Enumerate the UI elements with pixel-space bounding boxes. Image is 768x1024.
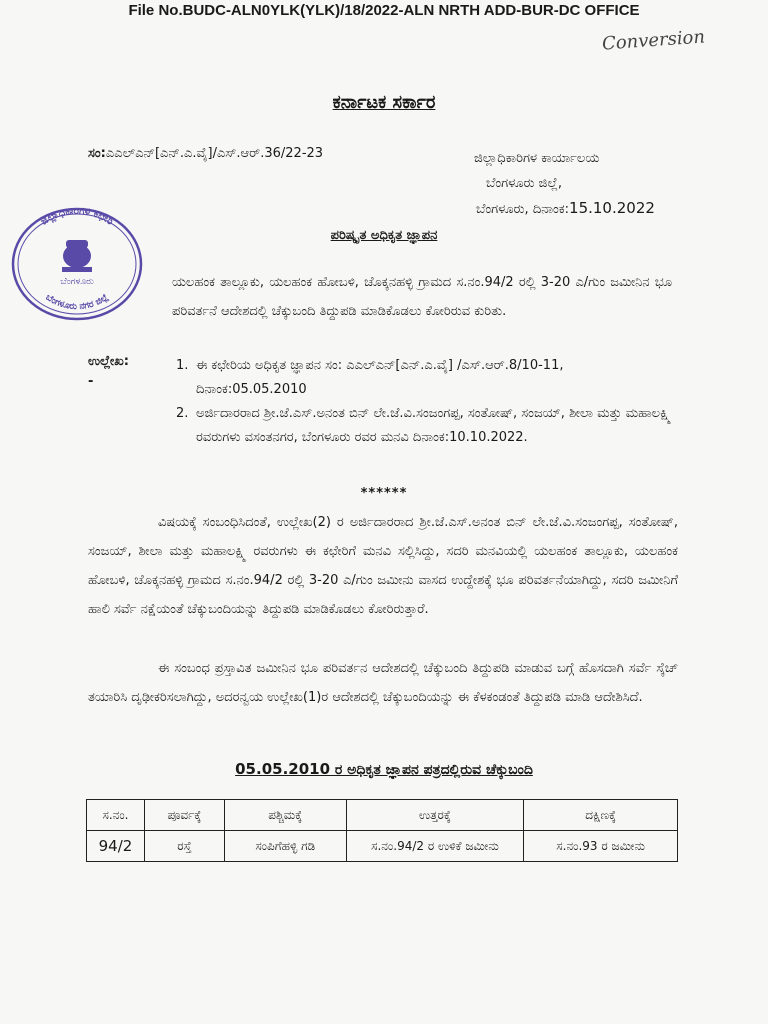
table-heading-date: 05.05.2010 xyxy=(235,760,331,778)
office-address xyxy=(474,146,655,222)
column-header: ಸ.ನಂ. xyxy=(87,800,145,831)
issue-date: 15.10.2022 xyxy=(569,199,655,217)
place-date-label: ಬೆಂಗಳೂರು, ದಿನಾಂಕ: xyxy=(476,202,570,217)
boundary-table xyxy=(86,799,678,862)
references-label: ಉಲ್ಲೇಖ: xyxy=(88,354,129,369)
table-cell: 94/2 xyxy=(87,831,145,862)
seal-bottom-text: ಬೆಂಗಳೂರು ನಗರ ಜಿಲ್ಲೆ xyxy=(43,292,111,313)
table-header-row xyxy=(87,800,678,831)
column-header: ಉತ್ತರಕ್ಕೆ xyxy=(346,800,524,831)
seal-top-text: ಜಿಲ್ಲಾಧಿಕಾರಿಗಳ ಕಛೇರಿ xyxy=(39,205,115,228)
reference-label: ಸಂ: xyxy=(88,146,106,161)
reference-value: ಎಎಲ್‌ಎನ್[ಎನ್.ಎ.ವೈ]/ಎಸ್.ಆರ್.36/22-23 xyxy=(105,146,324,161)
separator-stars: ****** xyxy=(360,486,408,501)
table-cell: ಸ.ನಂ.93 ರ ಜಮೀನು xyxy=(524,831,678,862)
table-row xyxy=(87,831,678,862)
file-number: File No.BUDC-ALN0YLK(YLK)/18/2022-ALN NRTH ADD-BUR-DC OFFICE xyxy=(128,2,640,19)
reference-number-1: 1. xyxy=(176,358,189,373)
references-dash: - xyxy=(88,374,94,389)
reference-item xyxy=(176,354,676,402)
table-cell: ಸ.ನಂ.94/2 ರ ಉಳಿಕೆ ಜಮೀನು xyxy=(346,831,524,862)
memo-heading: ಪರಿಷ್ಕೃತ ಅಧಿಕೃತ ಜ್ಞಾಪನ xyxy=(330,228,438,243)
place-date xyxy=(474,196,655,222)
table-heading xyxy=(0,760,768,778)
office-seal xyxy=(8,204,146,322)
office-line-1: ಜಿಲ್ಲಾಧಿಕಾರಿಗಳ ಕಾರ್ಯಾಲಯ xyxy=(474,151,600,166)
reference-number xyxy=(88,146,323,161)
column-header: ದಕ್ಷಿಣಕ್ಕೆ xyxy=(524,800,678,831)
reference-item xyxy=(176,402,676,450)
body-paragraph-2: ಈ ಸಂಬಂಧ ಪ್ರಸ್ತಾವಿತ ಜಮೀನಿನ ಭೂ ಪರಿವರ್ತನ ಆದೇಶದಲ್ಲಿ ಚೆಕ್ಕುಬಂದಿ ತಿದ್ದುಪಡಿ ಮಾಡುವ ಬಗ್ಗೆ ಹೊಸದಾಗಿ ಸರ್ವೆ ಸ್ಕೆಚ್ ತಯಾರಿಸಿ ದೃಢೀಕರಿಸಲಾಗಿದ್ದು, ಅದರನ್ವಯ ಉಲ್ಲೇಖ(1)ರ ಆದೇಶದಲ್ಲಿ ಚೆಕ್ಕುಬಂದಿಯನ್ನು ಈ ಕೆಳಕಂಡಂತೆ ತಿದ್ದುಪಡಿ ಮಾಡಿ ಆದೇಶಿಸಿದೆ. xyxy=(88,661,678,705)
table-cell: ರಸ್ತೆ xyxy=(144,831,224,862)
subject-text: ಯಲಹಂಕ ತಾಲ್ಲೂಕು, ಯಲಹಂಕ ಹೋಬಳಿ, ಚೊಕ್ಕನಹಳ್ಳಿ ಗ್ರಾಮದ ಸ.ನಂ.94/2 ರಲ್ಲಿ 3-20 ಎ/ಗುಂ ಜಮೀನಿನ ಭೂ ಪರಿವರ್ತನೆ ಆದೇಶದಲ್ಲಿ ಚೆಕ್ಕುಬಂದಿ ತಿದ್ದುಪಡಿ ಮಾಡಿಕೊಡಲು ಕೋರಿರುವ ಕುರಿತು. xyxy=(172,275,672,319)
office-line-2: ಬೆಂಗಳೂರು ಜಿಲ್ಲೆ, xyxy=(486,176,563,191)
reference-number-2: 2. xyxy=(176,406,189,421)
handwritten-note: Conversion xyxy=(601,26,706,55)
seal-center-text: ಬೆಂಗಳೂರು xyxy=(60,277,94,287)
reference-text-1: ಈ ಕಛೇರಿಯ ಅಧಿಕೃತ ಜ್ಞಾಪನ ಸಂ: ಎಎಲ್‌ಎನ್[ಎನ್.ಎ.ವೈ] /ಎಸ್.ಆರ್.8/10-11, ದಿನಾಂಕ:05.05.2010 xyxy=(196,358,564,397)
table-cell: ಸಂಪಿಗೆಹಳ್ಳಿ ಗಡಿ xyxy=(224,831,346,862)
body-paragraph-1: ವಿಷಯಕ್ಕೆ ಸಂಬಂಧಿಸಿದಂತೆ, ಉಲ್ಲೇಖ(2) ರ ಅರ್ಜಿದಾರರಾದ ಶ್ರೀ.ಜೆ.ಎಸ್.ಅನಂತ ಬಿನ್ ಲೇ.ಜೆ.ವಿ.ಸಂಜಂಗಪ್ಪ, ಸಂತೋಷ್, ಸಂಜಯ್, ಶೀಲಾ ಮತ್ತು ಮಹಾಲಕ್ಷ್ಮಿ ರವರುಗಳು ಈ ಕಛೇರಿಗೆ ಮನವಿ ಸಲ್ಲಿಸಿದ್ದು, ಸದರಿ ಮನವಿಯಲ್ಲಿ ಯಲಹಂಕ ತಾಲ್ಲೂಕು, ಯಲಹಂಕ ಹೋಬಳಿ, ಚೊಕ್ಕನಹಳ್ಳಿ ಗ್ರಾಮದ ಸ.ನಂ.94/2 ರಲ್ಲಿ 3-20 ಎ/ಗುಂ ಜಮೀನು ವಾಸದ ಉದ್ದೇಶಕ್ಕೆ ಭೂ ಪರಿವರ್ತನೆಯಾಗಿದ್ದು, ಸದರಿ ಜಮೀನಿಗೆ ಹಾಲಿ ಸರ್ವೆ ನಕ್ಷೆಯಂತೆ ಚೆಕ್ಕುಬಂದಿಯನ್ನು ತಿದ್ದುಪಡಿ ಮಾಡಿಕೊಡಲು ಕೋರಿರುತ್ತಾರೆ. xyxy=(88,515,678,617)
column-header: ಪಶ್ಚಿಮಕ್ಕೆ xyxy=(224,800,346,831)
column-header: ಪೂರ್ವಕ್ಕೆ xyxy=(144,800,224,831)
emblem-icon xyxy=(62,240,92,272)
table-heading-text: ರ ಅಧಿಕೃತ ಜ್ಞಾಪನ ಪತ್ರದಲ್ಲಿರುವ ಚೆಕ್ಕುಬಂದಿ xyxy=(330,762,533,778)
references-list xyxy=(176,354,676,450)
government-title: ಕರ್ನಾಟಕ ಸರ್ಕಾರ xyxy=(332,92,436,113)
reference-text-2: ಅರ್ಜಿದಾರರಾದ ಶ್ರೀ.ಜೆ.ಎಸ್.ಅನಂತ ಬಿನ್ ಲೇ.ಜೆ.ವಿ.ಸಂಜಂಗಪ್ಪ, ಸಂತೋಷ್, ಸಂಜಯ್, ಶೀಲಾ ಮತ್ತು ಮಹಾಲಕ್ಷ್ಮಿ ರವರುಗಳು ವಸಂತನಗರ, ಬೆಂಗಳೂರು ರವರ ಮನವಿ ದಿನಾಂಕ:10.10.2022. xyxy=(196,406,672,445)
